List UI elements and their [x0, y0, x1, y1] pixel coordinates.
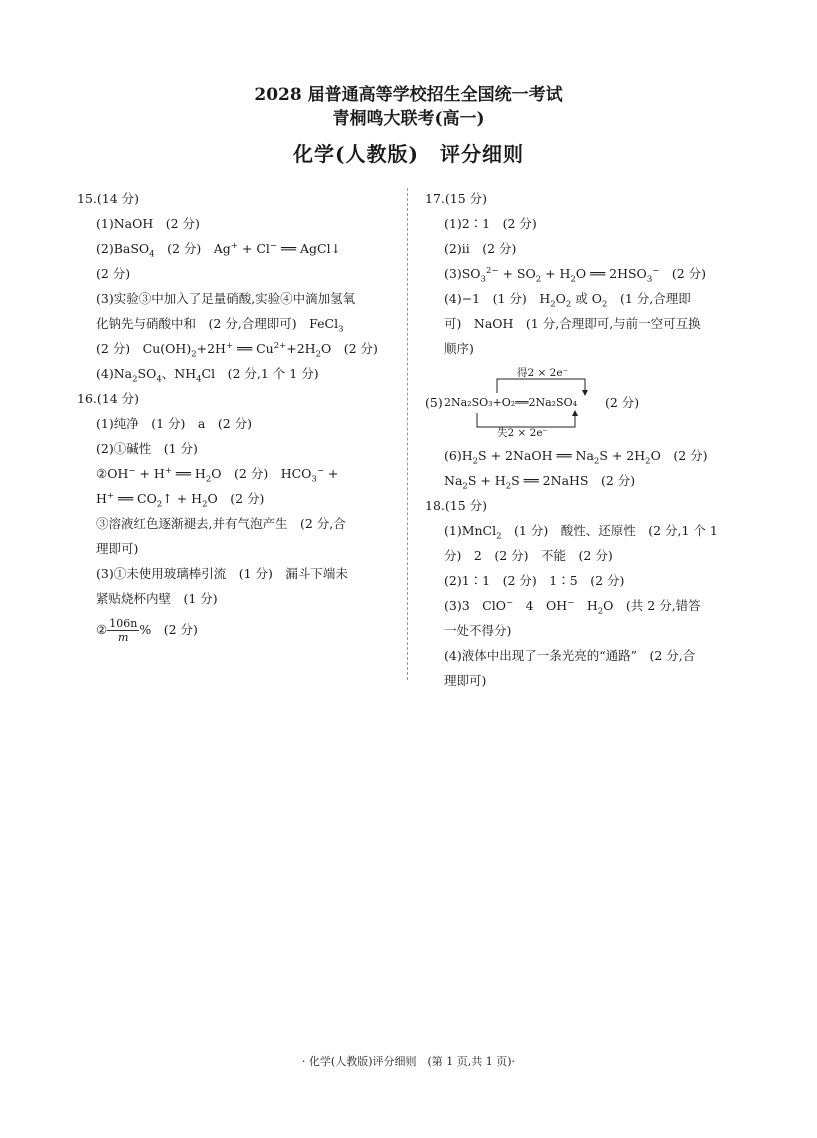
q15-part2: (2)BaSO$_4$ (2 分) Ag+ + Cl− ══ AgCl↓	[96, 240, 342, 260]
exam-title: 2028 届普通高等学校招生全国统一考试	[254, 85, 563, 105]
q16-part2a: (2)①碱性 (1 分)	[96, 441, 198, 456]
q18-part1: (1)MnCl$_2$ (1 分) 酸性、还原性 (2 分,1 个 1	[444, 523, 718, 542]
loss-label: 失2 × 2e⁻	[497, 427, 549, 439]
q16-part2b: ②OH− + H+ ══ $H_2O$ (2 分) $HCO_3^-$ +	[96, 465, 339, 485]
q18-part1-cont: 分) 2 (2 分) 不能 (2 分)	[444, 548, 613, 563]
gain-arrowhead	[582, 390, 588, 396]
q17-heading: 17.(15 分)	[425, 191, 488, 206]
q15-part3-eq: (2 分) $Cu(OH)_2+2H^+$ ══ $Cu^{2+}+2H_2O$ (2 分)	[96, 340, 378, 360]
q17-part5-label: (5)	[425, 395, 443, 410]
q17-part4-cont: 可) NaOH (1 分,合理即可,与前一空可互换	[444, 316, 701, 331]
q16-part3b: ② $\frac{106n}{m}$ % (2 分)	[96, 617, 198, 644]
left-column	[77, 186, 402, 644]
q18-part4-cont: 理即可)	[444, 673, 487, 688]
q17-part5-score: (2 分)	[605, 395, 640, 410]
q16-part1: (1)纯净 (1 分) a (2 分)	[96, 416, 253, 431]
q18-part3-cont: 一处不得分)	[444, 623, 512, 638]
q18-part3: (3)3 ClO− 4 OH− $H_2O$ (共 2 分,错答	[444, 597, 701, 617]
q17-part4: (4)−1 (1 分) $H_2O_2$ 或 $O_2$ (1 分,合理即	[444, 291, 691, 310]
document-title: 化学(人教版) 评分细则	[293, 142, 524, 166]
q15-part4: $(4)Na_2SO_4$、$NH_4Cl$ (2 分,1 个 1 分)	[96, 366, 319, 385]
q16-heading: 16.(14 分)	[77, 391, 140, 406]
q16-part3a: (3)①未使用玻璃棒引流 (1 分) 漏斗下端未	[96, 566, 348, 581]
q17-part4-cont2: 顺序)	[444, 341, 474, 356]
gain-label: 得2 × 2e⁻	[517, 367, 569, 379]
q18-heading: 18.(15 分)	[425, 498, 488, 513]
q17-part3: $(3)SO_3^{2-} + SO_2 + H_2O$ ══ $2HSO_3^-$ (2 分)	[444, 265, 707, 285]
exam-subtitle: 青桐鸣大联考(高一)	[332, 109, 485, 129]
q16-part2c: ③溶液红色逐渐褪去,并有气泡产生 (2 分,合	[96, 516, 346, 531]
right-column	[425, 186, 750, 693]
q15-heading: 15.(14 分)	[77, 191, 140, 206]
fraction: $\frac{106n}{m}$	[109, 617, 138, 644]
redox-equation: 2Na₂SO₃+O₂══2Na₂SO₄	[444, 396, 577, 409]
q16-part2c-cont: 理即可)	[96, 541, 139, 556]
q16-part3a-cont: 紧贴烧杯内壁 (1 分)	[96, 591, 218, 606]
q18-part2: (2)1∶1 (2 分) 1∶5 (2 分)	[444, 573, 625, 588]
page-footer: · 化学(人教版)评分细则 (第 1 页,共 1 页)·	[301, 1055, 516, 1068]
q15-part3-cont: 化钠先与硝酸中和 (2 分,合理即可) FeCl$_3$	[96, 316, 344, 335]
q18-part4: (4)液体中出现了一条光亮的“通路” (2 分,合	[444, 648, 696, 663]
q15-part1: (1)NaOH (2 分)	[96, 216, 200, 231]
column-divider	[407, 188, 408, 680]
q17-part5-redox-diagram	[425, 369, 750, 439]
q15-part2-score: (2 分)	[96, 266, 131, 281]
q17-part1: (1)2∶1 (2 分)	[444, 216, 537, 231]
q17-part2: (2)ii (2 分)	[444, 241, 517, 256]
q17-part6: $(6)H_2S$ + 2NaOH ══ $Na_2S + 2H_2O$ (2 分)	[444, 448, 708, 467]
q17-part6-cont: $Na_2S + H_2S$ ══ 2NaHS (2 分)	[444, 473, 636, 492]
q16-part2b-cont: H+ ══ $CO_2↑ + H_2O$ (2 分)	[96, 490, 265, 510]
q15-part3: (3)实验③中加入了足量硝酸,实验④中滴加氢氧	[96, 291, 356, 306]
